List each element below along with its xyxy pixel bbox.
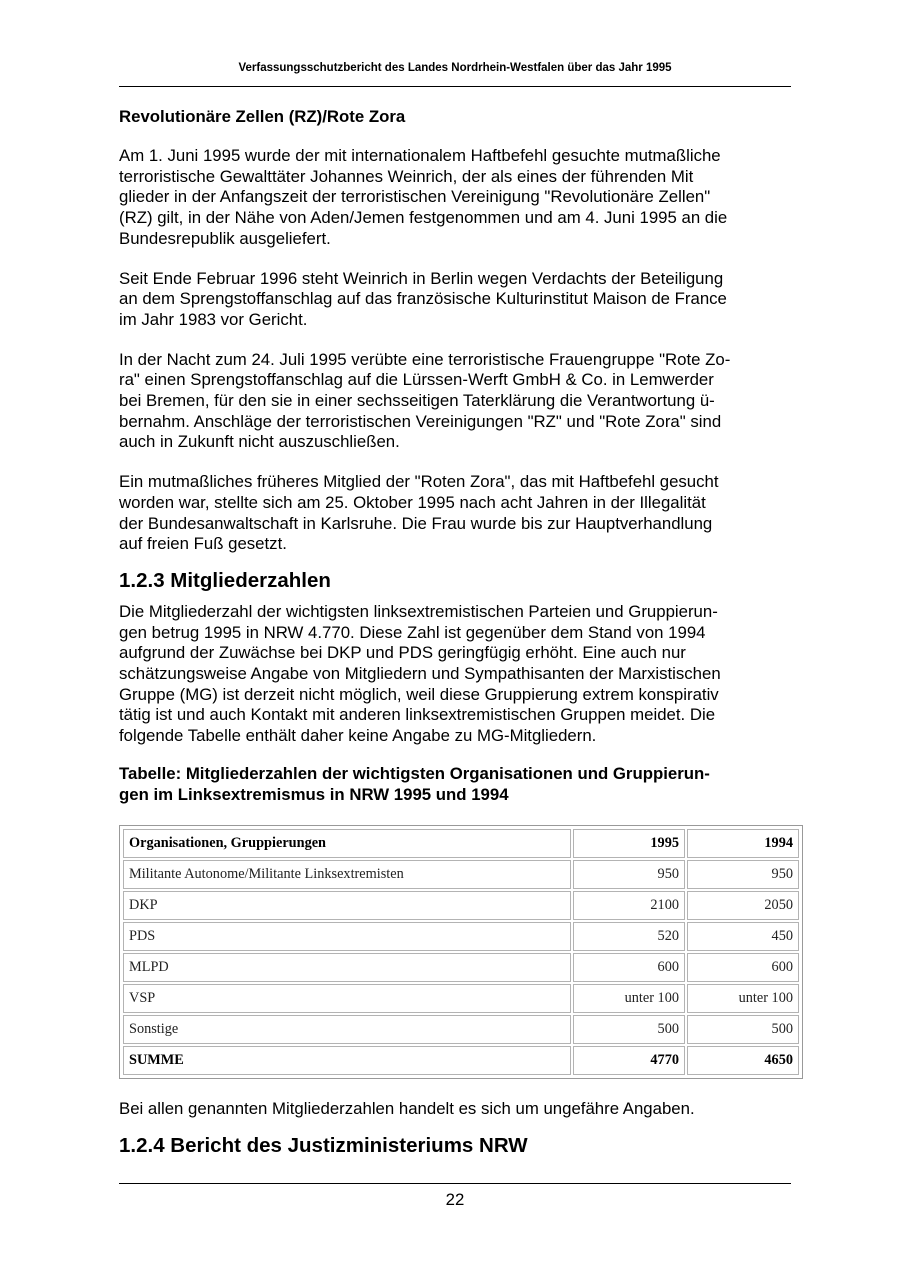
table-row: [123, 891, 799, 920]
sum-1995-cell: 4770: [573, 1046, 685, 1075]
table-row: [123, 922, 799, 951]
org-name-cell: DKP: [123, 891, 571, 920]
members-table: [121, 827, 801, 1077]
sum-label-cell: SUMME: [123, 1046, 571, 1075]
rz-paragraph-1: Am 1. Juni 1995 wurde der mit internationalem Haftbefehl gesuchte mutmaßliche terroristische Gewalttäter Johannes Weinrich, der als eines der führenden Mit glieder in der Anfangszeit der terroristischen Vereinigung "Revolutionäre Zellen" (RZ) gilt, in der Nähe von Aden/Jemen festgenommen und am 4. Juni 1995 an die Bundesrepublik ausgeliefert.: [119, 146, 728, 248]
sum-1994-cell: 4650: [687, 1046, 799, 1075]
table-row: [123, 860, 799, 889]
members-paragraph: Die Mitgliederzahl der wichtigsten linksextremistischen Parteien und Gruppierun- gen betrug 1995 in NRW 4.770. Diese Zahl ist gegenüber dem Stand von 1994 aufgrund der Zuwächse bei DKP und PDS geringfügig erhöht. Eine auch nur schätzungsweise Angabe von Mitgliedern und Sympathisanten der Marxistischen Gruppe (MG) ist derzeit nicht möglich, weil diese Gruppierung extrem konspirativ tätig ist und auch Kontakt mit anderen linksextremistischen Gruppen meidet. Die folgende Tabelle enthält daher keine Angabe zu MG-Mitgliedern.: [119, 601, 721, 746]
table-row: [123, 1015, 799, 1044]
org-name-cell: Sonstige: [123, 1015, 571, 1044]
org-name-cell: MLPD: [123, 953, 571, 982]
approximation-note: Bei allen genannten Mitgliederzahlen handelt es sich um ungefähre Angaben.: [119, 1099, 695, 1119]
rz-paragraph-4: Ein mutmaßliches früheres Mitglied der "Roten Zora", das mit Haftbefehl gesucht worden war, stellte sich am 25. Oktober 1995 nach acht Jahren in der Illegalität der Bundesanwaltschaft in Karlsruhe. Die Frau wurde bis zur Hauptverhandlung auf freien Fuß gesetzt.: [119, 472, 719, 554]
value-1995-cell: 600: [573, 953, 685, 982]
rz-heading: Revolutionäre Zellen (RZ)/Rote Zora: [119, 107, 406, 126]
value-1994-cell: 450: [687, 922, 799, 951]
org-name-cell: VSP: [123, 984, 571, 1013]
org-name-cell: Militante Autonome/Militante Linksextremisten: [123, 860, 571, 889]
rz-paragraph-3: In der Nacht zum 24. Juli 1995 verübte eine terroristische Frauengruppe "Rote Zo- ra" einen Sprengstoffanschlag auf die Lürssen-Werft GmbH & Co. in Lemwerder bei Bremen, für den sie in einer sechsseitigen Taterklärung die Verantwortung ü- bernahm. Anschläge der terroristischen Vereinigungen "RZ" und "Rote Zora" sind auch in Zukunft nicht auszuschließen.: [119, 349, 731, 452]
value-1994-cell: 600: [687, 953, 799, 982]
section-heading-1-2-4: 1.2.4 Bericht des Justizministeriums NRW: [119, 1133, 528, 1157]
value-1994-cell: 950: [687, 860, 799, 889]
value-1995-cell: 950: [573, 860, 685, 889]
table-sum-row: [123, 1046, 799, 1075]
value-1994-cell: 2050: [687, 891, 799, 920]
running-header: Verfassungsschutzbericht des Landes Nordrhein-Westfalen über das Jahr 1995: [238, 62, 672, 74]
org-name-cell: PDS: [123, 922, 571, 951]
table-row: [123, 984, 799, 1013]
value-1994-cell: unter 100: [687, 984, 799, 1013]
header-1995: 1995: [573, 829, 685, 858]
value-1995-cell: 520: [573, 922, 685, 951]
header-organisations: Organisationen, Gruppierungen: [123, 829, 571, 858]
value-1995-cell: unter 100: [573, 984, 685, 1013]
value-1995-cell: 500: [573, 1015, 685, 1044]
value-1995-cell: 2100: [573, 891, 685, 920]
value-1994-cell: 500: [687, 1015, 799, 1044]
table-row: [123, 953, 799, 982]
members-table-frame: [119, 825, 803, 1079]
footer-divider: [119, 1183, 791, 1184]
header-divider: [119, 86, 791, 87]
page-number: 22: [445, 1190, 465, 1209]
section-heading-1-2-3: 1.2.3 Mitgliederzahlen: [119, 568, 331, 592]
table-header-row: [123, 829, 799, 858]
table-caption: Tabelle: Mitgliederzahlen der wichtigsten Organisationen und Gruppierun- gen im Linksextremismus in NRW 1995 und 1994: [119, 763, 710, 804]
page-content: [119, 107, 791, 1167]
rz-paragraph-2: Seit Ende Februar 1996 steht Weinrich in Berlin wegen Verdachts der Beteiligung an dem Sprengstoffanschlag auf das französische Kulturinstitut Maison de France im Jahr 1983 vor Gericht.: [119, 268, 727, 329]
header-1994: 1994: [687, 829, 799, 858]
